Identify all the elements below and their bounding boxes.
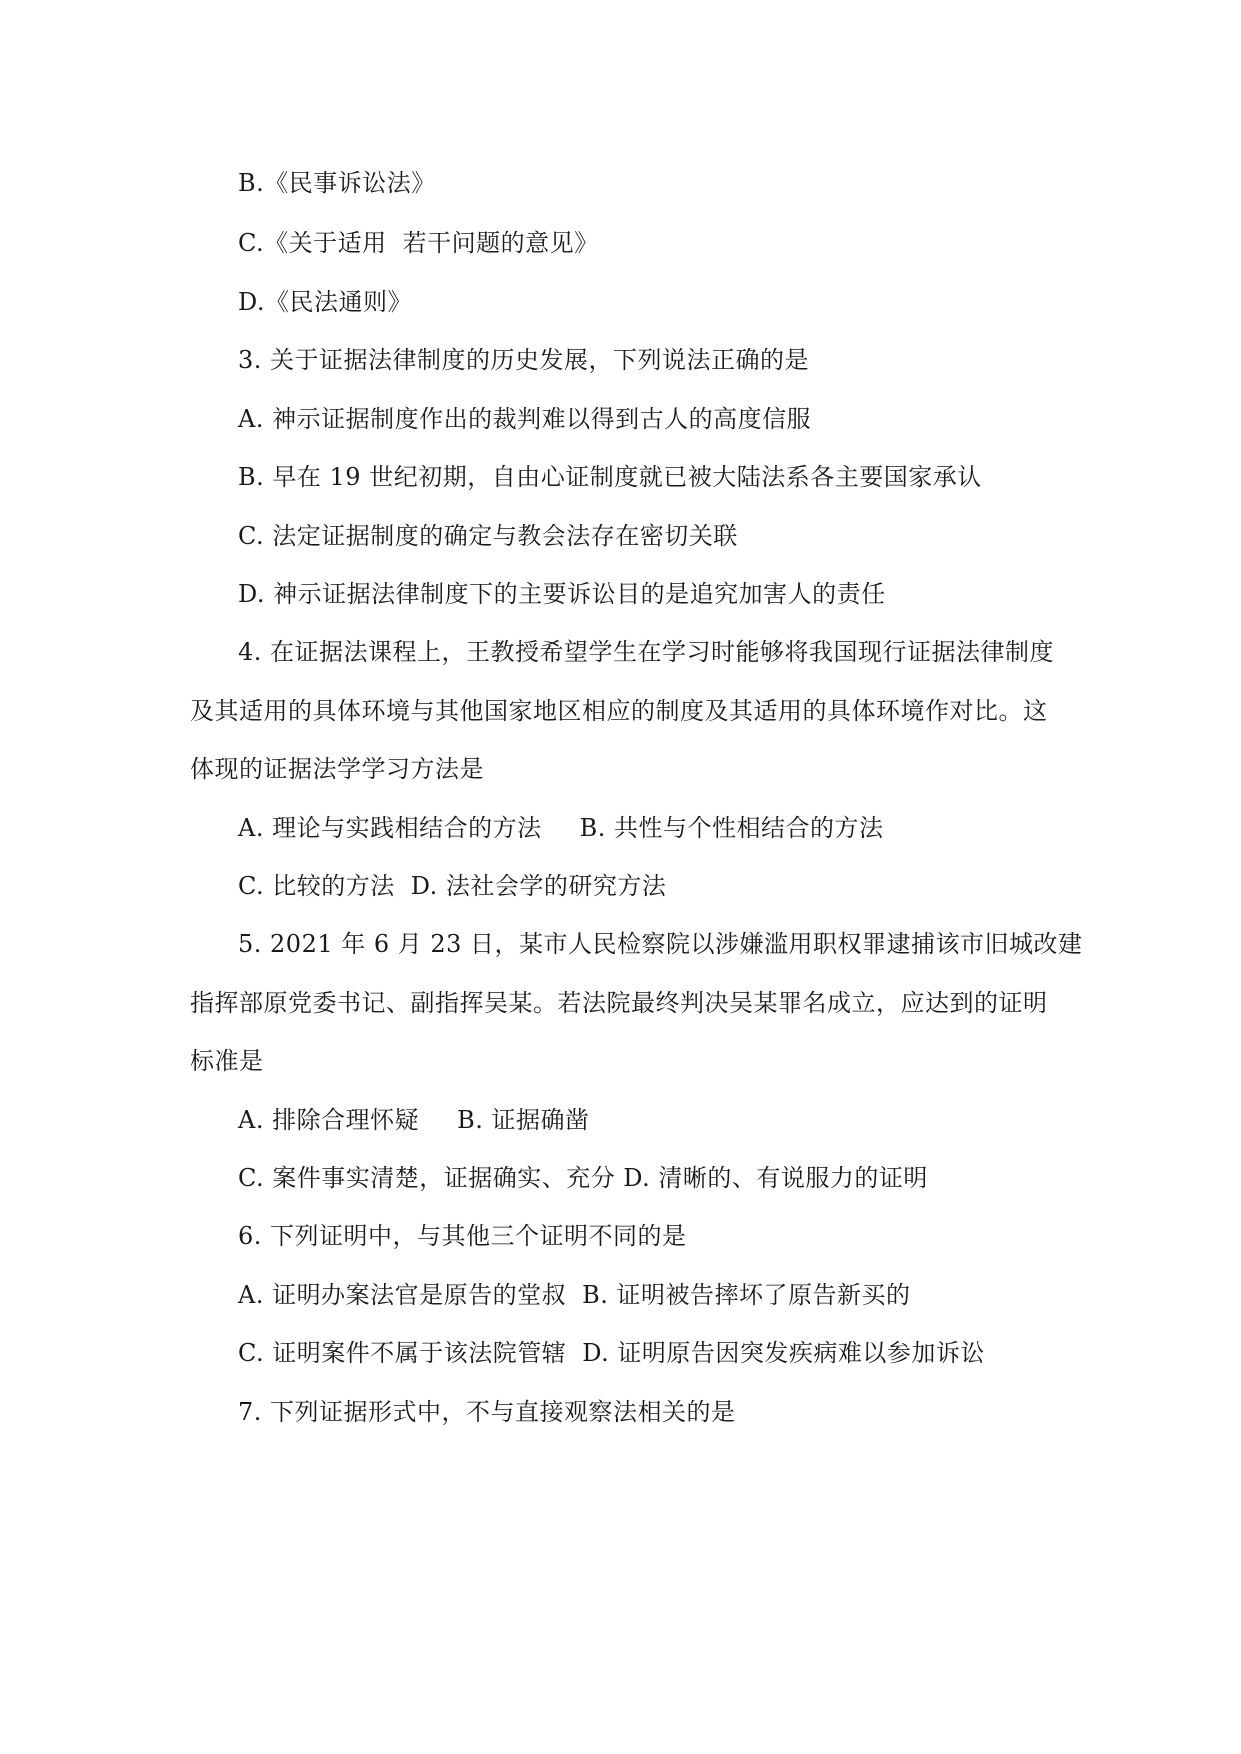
question-5-line-3	[190, 1044, 264, 1078]
option-6b-text: B. 证明被告摔坏了原告新买的	[582, 1281, 911, 1309]
option-6d-text: D. 证明原告因突发疾病难以参加诉讼	[582, 1339, 985, 1367]
option-2b-text: B.《民事诉讼法》	[238, 169, 436, 197]
option-4b-text: B. 共性与个性相结合的方法	[579, 814, 884, 842]
option-3a	[238, 402, 811, 436]
option-2c-text-2: 若干问题的意见》	[402, 229, 599, 257]
question-3	[238, 343, 809, 377]
question-5-text-1: 5. 2021 年 6 月 23 日，某市人民检察院以涉嫌滥用职权罪逮捕该市旧城改建	[238, 930, 1083, 958]
option-5a-text: A. 排除合理怀疑	[238, 1106, 420, 1134]
option-6c-text: C. 证明案件不属于该法院管辖	[238, 1339, 567, 1367]
option-2d	[238, 285, 412, 319]
options-6cd	[238, 1336, 985, 1370]
option-3d	[238, 577, 886, 611]
question-5-line-1	[238, 927, 1083, 961]
options-5ab	[238, 1103, 590, 1137]
option-4d-text: D. 法社会学的研究方法	[410, 872, 667, 900]
option-5c-text: C. 案件事实清楚，证据确实、充分	[238, 1164, 616, 1192]
option-2c-text-1: C.《关于适用	[238, 229, 387, 257]
option-5d-text: D. 清晰的、有说服力的证明	[623, 1164, 928, 1192]
question-7-text: 7. 下列证据形式中，不与直接观察法相关的是	[238, 1398, 736, 1426]
question-4-text-3: 体现的证据法学学习方法是	[190, 755, 484, 783]
question-4-text-1: 4. 在证据法课程上，王教授希望学生在学习时能够将我国现行证据法律制度	[238, 638, 1055, 666]
options-5cd	[238, 1161, 928, 1195]
option-3c	[238, 519, 738, 553]
option-4a-text: A. 理论与实践相结合的方法	[238, 814, 542, 842]
question-3-text: 3. 关于证据法律制度的历史发展，下列说法正确的是	[238, 346, 810, 374]
options-4cd	[238, 869, 666, 903]
options-4ab	[238, 811, 884, 845]
option-3d-text: D. 神示证据法律制度下的主要诉讼目的是追究加害人的责任	[238, 580, 886, 608]
question-7	[238, 1395, 736, 1429]
question-6	[238, 1219, 687, 1253]
question-4-line-1	[238, 635, 1054, 669]
question-4-line-3	[190, 752, 484, 786]
question-5-text-3: 标准是	[190, 1047, 264, 1075]
option-5b-text: B. 证据确凿	[457, 1106, 590, 1134]
option-2c	[238, 226, 599, 260]
option-2d-text: D.《民法通则》	[238, 288, 413, 316]
option-4c-text: C. 比较的方法	[238, 872, 395, 900]
question-4-line-2	[190, 694, 1048, 728]
question-5-line-2	[190, 986, 1048, 1020]
question-4-text-2: 及其适用的具体环境与其他国家地区相应的制度及其适用的具体环境作对比。这	[190, 697, 1048, 725]
question-6-text: 6. 下列证明中，与其他三个证明不同的是	[238, 1222, 687, 1250]
option-3b-text: B. 早在 19 世纪初期，自由心证制度就已被大陆法系各主要国家承认	[238, 463, 982, 491]
option-2b	[238, 166, 436, 200]
option-6a-text: A. 证明办案法官是原告的堂叔	[238, 1281, 567, 1309]
option-3b	[238, 460, 982, 494]
option-3c-text: C. 法定证据制度的确定与教会法存在密切关联	[238, 522, 738, 550]
question-5-text-2: 指挥部原党委书记、副指挥吴某。若法院最终判决吴某罪名成立，应达到的证明	[190, 989, 1048, 1017]
options-6ab	[238, 1278, 911, 1312]
option-3a-text: A. 神示证据制度作出的裁判难以得到古人的高度信服	[238, 405, 812, 433]
